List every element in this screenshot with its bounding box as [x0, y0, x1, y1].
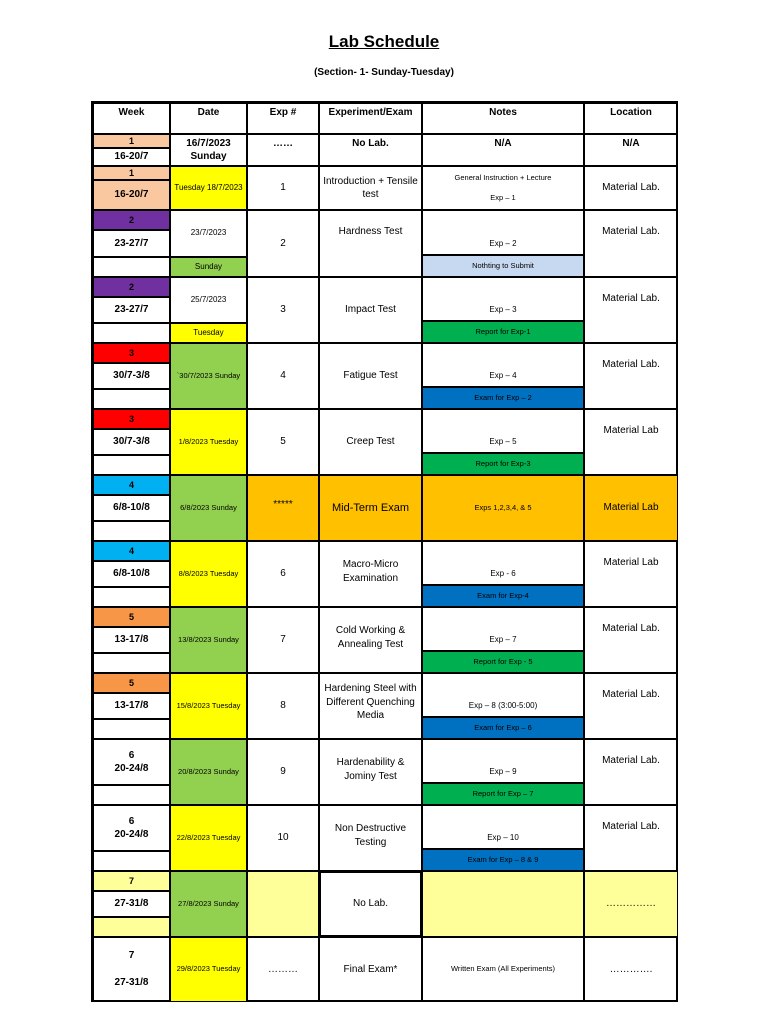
date-day: Sunday [170, 257, 247, 277]
date-value: 1/8/2023 Tuesday [170, 409, 247, 475]
date-value: 25/7/2023 [170, 277, 247, 323]
schedule-table [91, 101, 678, 1002]
location: N/A [584, 134, 678, 166]
week-blank [93, 917, 170, 937]
experiment-title: Fatigue Test [319, 343, 422, 409]
week-range: 23-27/7 [93, 230, 170, 257]
notes-text: N/A [422, 134, 584, 166]
date-day: Sunday [190, 151, 227, 162]
notes-bar: Exam for Exp-4 [422, 585, 584, 607]
location: Material Lab [584, 541, 678, 607]
notes-text [422, 166, 584, 210]
experiment-title: Macro-Micro Examination [319, 541, 422, 607]
exp-number: 3 [247, 277, 319, 343]
date-value: Tuesday 18/7/2023 [170, 166, 247, 210]
experiment-title: Hardenability & Jominy Test [319, 739, 422, 805]
experiment-title: Mid-Term Exam [319, 475, 422, 541]
date-value: 6/8/2023 Sunday [170, 475, 247, 541]
week-blank [93, 587, 170, 607]
week-number: 1 [93, 134, 170, 148]
week-range: 27-31/8 [93, 891, 170, 917]
notes-bar: Report for Exp-1 [422, 321, 584, 343]
experiment-title: Non Destructive Testing [319, 805, 422, 871]
week-cell [93, 805, 170, 851]
page-subtitle: (Section- 1- Sunday-Tuesday) [314, 67, 454, 78]
notes-text: Exp – 2 [422, 210, 584, 255]
week-number: 5 [93, 607, 170, 627]
week-number: 3 [93, 343, 170, 363]
notes-bar: Exam for Exp – 6 [422, 717, 584, 739]
notes-text: Exp – 10 [422, 805, 584, 849]
location: Material Lab [584, 409, 678, 475]
experiment-title: Final Exam* [319, 937, 422, 1002]
notes-bar: Report for Exp-3 [422, 453, 584, 475]
exp-number: 10 [247, 805, 319, 871]
header-notes: Notes [422, 103, 584, 134]
date-day: Tuesday [170, 323, 247, 343]
week-range: 30/7-3/8 [93, 429, 170, 455]
notes-text: Exp – 3 [422, 277, 584, 321]
notes-text: Exp - 6 [422, 541, 584, 585]
notes-text: Exp – 7 [422, 607, 584, 651]
location: Material Lab. [584, 210, 678, 277]
exp-number: 7 [247, 607, 319, 673]
notes-text: Exp – 8 (3:00-5:00) [422, 673, 584, 717]
week-range: 23-27/7 [93, 297, 170, 323]
week-number: 1 [93, 166, 170, 180]
notes-bar: Report for Exp – 7 [422, 783, 584, 805]
week-number: 4 [93, 475, 170, 495]
week-cell [93, 739, 170, 785]
experiment-title: Creep Test [319, 409, 422, 475]
header-exp: Exp # [247, 103, 319, 134]
location: Material Lab. [584, 805, 678, 871]
date-value: `30/7/2023 Sunday [170, 343, 247, 409]
exp-number: 1 [247, 166, 319, 210]
exp-number: ***** [247, 475, 319, 541]
experiment-title: Impact Test [319, 277, 422, 343]
week-blank [93, 785, 170, 805]
date-cell [170, 134, 247, 166]
date-value: 16/7/2023 [186, 137, 231, 149]
week-number: 2 [93, 277, 170, 297]
location: Material Lab [584, 475, 678, 541]
date-value: 29/8/2023 Tuesday [170, 937, 247, 1002]
location: Material Lab. [584, 739, 678, 805]
date-value: 8/8/2023 Tuesday [170, 541, 247, 607]
header-week: Week [93, 103, 170, 134]
exp-number: 5 [247, 409, 319, 475]
location: Material Lab. [584, 343, 678, 409]
location: Material Lab. [584, 277, 678, 343]
notes-text: Written Exam (All Experiments) [422, 937, 584, 1002]
notes-text: Exp – 9 [422, 739, 584, 783]
week-number: 4 [93, 541, 170, 561]
week-range: 27-31/8 [114, 977, 149, 989]
date-value: 27/8/2023 Sunday [170, 871, 247, 937]
experiment-title: Introduction + Tensile test [319, 166, 422, 210]
page-title: Lab Schedule [328, 32, 440, 51]
exp-number: 8 [247, 673, 319, 739]
week-number: 3 [93, 409, 170, 429]
week-blank [93, 389, 170, 409]
experiment-title: No Lab. [319, 134, 422, 166]
notes-bar: Exam for Exp – 8 & 9 [422, 849, 584, 871]
week-range: 30/7-3/8 [93, 363, 170, 389]
week-number: 7 [93, 871, 170, 891]
notes-text: Exp – 4 [422, 343, 584, 387]
exp-number: 6 [247, 541, 319, 607]
notes-line: Exp – 1 [490, 193, 516, 203]
location: Material Lab. [584, 673, 678, 739]
location: …………… [584, 871, 678, 937]
location: Material Lab. [584, 607, 678, 673]
week-blank [93, 257, 170, 277]
week-range: 20-24/8 [114, 829, 149, 840]
week-number: 6 [128, 749, 135, 761]
notes-bar: Exam for Exp – 2 [422, 387, 584, 409]
notes-text: Exps 1,2,3,4, & 5 [422, 475, 584, 541]
exp-number: 4 [247, 343, 319, 409]
experiment-title: Hardening Steel with Different Quenching Media [319, 673, 422, 739]
date-value: 23/7/2023 [170, 210, 247, 257]
location: …………. [584, 937, 678, 1002]
exp-number: ……… [247, 937, 319, 1002]
week-blank [93, 851, 170, 871]
week-range: 20-24/8 [114, 763, 149, 774]
exp-number: 9 [247, 739, 319, 805]
week-blank [93, 455, 170, 475]
week-range: 16-20/7 [93, 180, 170, 210]
date-value: 22/8/2023 Tuesday [170, 805, 247, 871]
week-number: 6 [128, 815, 135, 827]
header-experiment: Experiment/Exam [319, 103, 422, 134]
week-range: 6/8-10/8 [93, 561, 170, 587]
header-date: Date [170, 103, 247, 134]
date-value: 20/8/2023 Sunday [170, 739, 247, 805]
exp-number: 2 [247, 210, 319, 277]
week-number: 5 [93, 673, 170, 693]
experiment-title: No Lab. [319, 871, 422, 937]
week-number: 2 [93, 210, 170, 230]
week-range: 13-17/8 [93, 627, 170, 653]
week-range: 13-17/8 [93, 693, 170, 719]
exp-number: …… [247, 134, 319, 166]
week-blank [93, 323, 170, 343]
week-range: 16-20/7 [93, 148, 170, 166]
experiment-title: Hardness Test [319, 210, 422, 277]
date-value: 15/8/2023 Tuesday [170, 673, 247, 739]
week-range: 6/8-10/8 [93, 495, 170, 521]
week-blank [93, 521, 170, 541]
notes-text [422, 871, 584, 937]
notes-text: Exp – 5 [422, 409, 584, 453]
week-number: 7 [128, 950, 135, 962]
week-blank [93, 719, 170, 739]
week-blank [93, 653, 170, 673]
experiment-title: Cold Working & Annealing Test [319, 607, 422, 673]
location: Material Lab. [584, 166, 678, 210]
notes-line: General Instruction + Lecture [454, 172, 552, 182]
header-location: Location [584, 103, 678, 134]
exp-number [247, 871, 319, 937]
notes-bar: Nothting to Submit [422, 255, 584, 277]
notes-bar: Report for Exp - 5 [422, 651, 584, 673]
week-cell [93, 937, 170, 1002]
date-value: 13/8/2023 Sunday [170, 607, 247, 673]
